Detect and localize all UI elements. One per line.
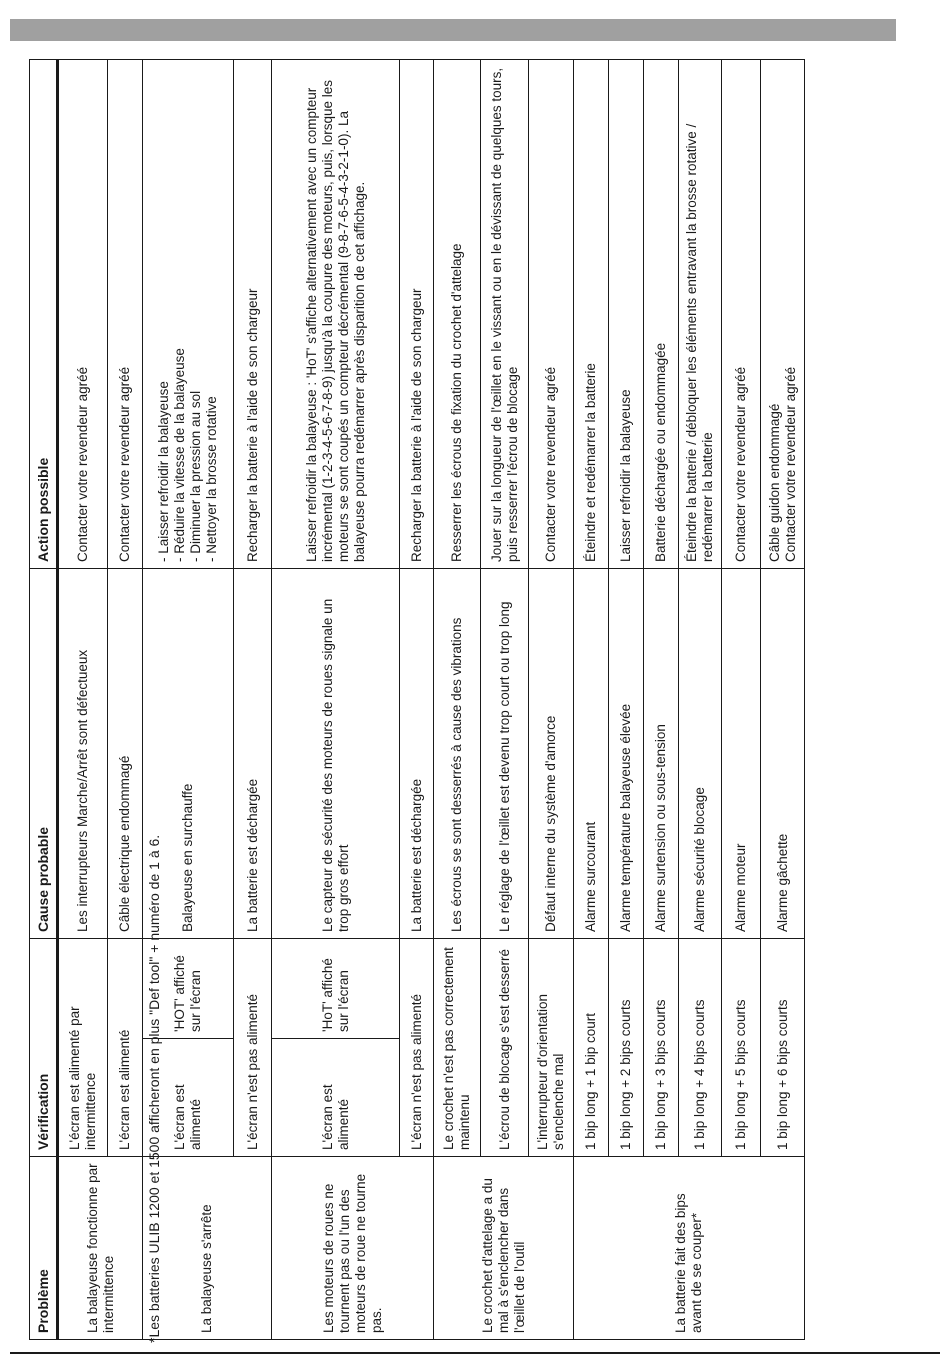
action-cell: Contacter votre revendeur agréé — [108, 60, 143, 569]
action-cell: Contacter votre revendeur agréé — [722, 60, 761, 569]
cause-cell: Défaut interne du système d'amorce — [529, 569, 574, 939]
header-cause: Cause probable — [30, 569, 58, 939]
cause-cell: La batterie est déchargée — [400, 569, 434, 939]
action-cell: Batterie déchargée ou endommagée — [644, 60, 679, 569]
table-row — [400, 60, 434, 1340]
problem-cell: La balayeuse s'arrête — [143, 1157, 272, 1340]
verification-cell: L'écran est alimenté — [272, 1039, 400, 1157]
action-cell: Éteindre et redémarrer la batterie — [574, 60, 609, 569]
verification-cell: 1 bip long + 4 bips courts — [679, 939, 722, 1157]
table-header-row — [30, 60, 58, 1340]
verification-cell: L'écrou de blocage s'est desserré — [481, 939, 529, 1157]
table-row — [272, 60, 400, 1340]
header-action: Action possible — [30, 60, 58, 569]
verification-cell: L'écran n'est pas alimenté — [234, 939, 272, 1157]
action-cell: Recharger la batterie à l'aide de son chargeur — [234, 60, 272, 569]
problem-cell: Le crochet d'attelage a du mal à s'enclencher dans l'œillet de l'outil — [434, 1157, 574, 1340]
verification-subcell: 'HOT' affiché sur l'écran — [143, 939, 234, 1039]
table-row — [434, 60, 481, 1340]
cause-cell: Alarme surcourant — [574, 569, 609, 939]
action-cell: Jouer sur la longueur de l'œillet en le vissant ou en le dévissant de quelques tours, puis resserrer l'écrou de blocage — [481, 60, 529, 569]
cause-cell: Alarme sécurité blocage — [679, 569, 722, 939]
action-cell — [761, 60, 805, 569]
action-cell: Contacter votre revendeur agréé — [58, 60, 108, 569]
verification-cell: 1 bip long + 5 bips courts — [722, 939, 761, 1157]
verification-cell: L'écran est alimenté — [108, 939, 143, 1157]
verification-cell: Le crochet n'est pas correctement maintenu — [434, 939, 481, 1157]
header-probleme: Problème — [30, 1157, 58, 1340]
action-list — [156, 66, 220, 562]
problem-cell: La balayeuse fonctionne par intermittence — [58, 1157, 143, 1340]
verification-cell: L'écran est alimenté — [143, 1039, 234, 1157]
table-row — [679, 60, 722, 1340]
action-cell: Éteindre la batterie / débloquer les éléments entravant la brosse rotative / redémarrer la batterie — [679, 60, 722, 569]
action-line: Contacter votre revendeur agréé — [782, 366, 798, 562]
problem-cell: Les moteurs de roues ne tournent pas ou l'un des moteurs de roue ne tourne pas. — [272, 1157, 434, 1340]
table-row — [234, 60, 272, 1340]
verification-cell: 1 bip long + 2 bips courts — [609, 939, 644, 1157]
action-cell: Contacter votre revendeur agréé — [529, 60, 574, 569]
verification-cell: L'écran est alimenté par intermittence — [58, 939, 108, 1157]
cause-cell: Les interrupteurs Marche/Arrêt sont défectueux — [58, 569, 108, 939]
table-row — [108, 60, 143, 1340]
action-cell — [143, 60, 234, 569]
table-row — [529, 60, 574, 1340]
verification-cell: 1 bip long + 1 bip court — [574, 939, 609, 1157]
cause-cell: Câble électrique endommagé — [108, 569, 143, 939]
verification-subcell: 'HoT' affiché sur l'écran — [272, 939, 400, 1039]
cause-cell: Balayeuse en surchauffe — [143, 569, 234, 939]
table-row — [58, 60, 108, 1340]
action-cell: Laisser refroidir la balayeuse — [609, 60, 644, 569]
list-item: - Diminuer la pression au sol — [188, 66, 204, 562]
problem-cell: La batterie fait des bips avant de se couper* — [574, 1157, 805, 1340]
verification-cell: L'écran n'est pas alimenté — [400, 939, 434, 1157]
verification-cell: 1 bip long + 6 bips courts — [761, 939, 805, 1157]
action-cell: Resserrer les écrous de fixation du crochet d'attelage — [434, 60, 481, 569]
cause-cell: Les écrous se sont desserrés à cause des vibrations — [434, 569, 481, 939]
cause-cell: Le réglage de l'œillet est devenu trop court ou trop long — [481, 569, 529, 939]
table-row — [722, 60, 761, 1340]
table-row — [644, 60, 679, 1340]
action-line: Câble guidon endommagé — [766, 403, 782, 562]
table-row — [609, 60, 644, 1340]
header-verification: Vérification — [30, 939, 58, 1157]
table-row — [761, 60, 805, 1340]
cause-cell: Alarme température balayeuse élevée — [609, 569, 644, 939]
header-bar — [10, 19, 896, 41]
table-row — [481, 60, 529, 1340]
footnote: *Les batteries ULIB 1200 et 1500 afficheront en plus "Def tool" + numéro de 1 à 6. — [146, 834, 162, 1343]
verification-cell: L'interrupteur d'orientation s'enclenche mal — [529, 939, 574, 1157]
list-item: - Nettoyer la brosse rotative — [204, 66, 220, 562]
table-row — [574, 60, 609, 1340]
cause-cell: La batterie est déchargée — [234, 569, 272, 939]
list-item: - Laisser refroidir la balayeuse — [156, 66, 172, 562]
action-cell: Recharger la batterie à l'aide de son chargeur — [400, 60, 434, 569]
list-item: - Réduire la vitesse de la balayeuse — [172, 66, 188, 562]
cause-cell: Alarme gâchette — [761, 569, 805, 939]
verification-cell: 1 bip long + 3 bips courts — [644, 939, 679, 1157]
action-cell: Laisser refroidir la balayeuse : 'HoT' s'affiche alternativement avec un compteur incrémental (1-2-3-4-5-6-7-8-9) jusqu'à la coupure des moteurs, puis, lorsque les moteurs se sont coupés un compteur décrémental (9-8-7-6-5-4-3-2-1-0). La balayeuse pourra redémarrer après disparition de cet affichage. — [272, 60, 400, 569]
bottom-rule — [10, 1352, 940, 1354]
cause-cell: Alarme moteur — [722, 569, 761, 939]
cause-cell: Le capteur de sécurité des moteurs de roues signale un trop gros effort — [272, 569, 400, 939]
cause-cell: Alarme surtension ou sous-tension — [644, 569, 679, 939]
